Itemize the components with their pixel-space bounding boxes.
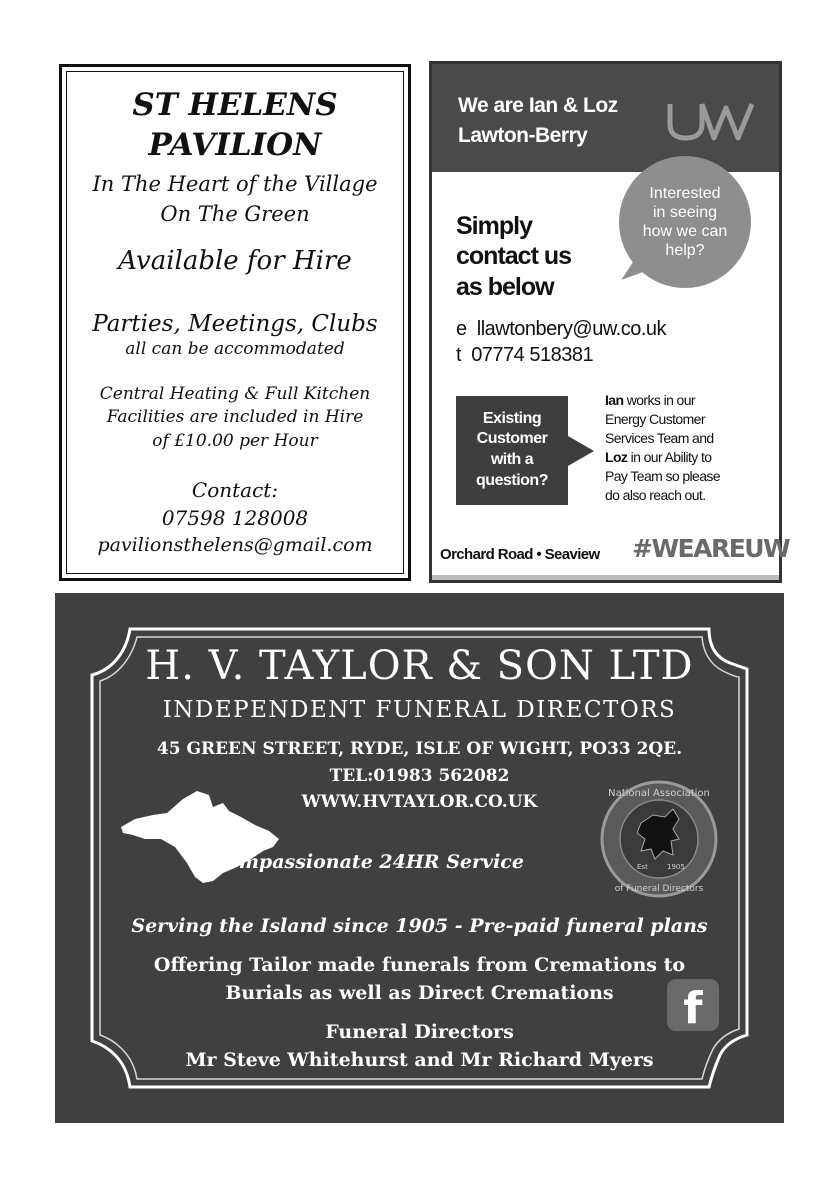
uw-desc-line2: Energy Customer bbox=[605, 411, 705, 427]
taylor-service: Compassionate 24HR Service bbox=[211, 851, 524, 873]
uw-advert bbox=[429, 61, 790, 583]
facebook-icon[interactable]: f bbox=[667, 979, 719, 1031]
uw-bubble-line: how we can bbox=[642, 223, 728, 240]
seal-est-text: Est bbox=[637, 863, 648, 871]
uw-desc-line3: Services Team and bbox=[605, 430, 714, 446]
naf-seal-icon bbox=[599, 779, 719, 899]
pavilion-subtitle-line2: On The Green bbox=[160, 202, 310, 226]
uw-customer-box-arrow bbox=[568, 436, 594, 466]
pavilion-email[interactable]: pavilionsthelens@gmail.com bbox=[97, 534, 373, 556]
uw-customer-line: with a bbox=[490, 451, 534, 468]
pavilion-availability: Available for Hire bbox=[118, 246, 352, 276]
taylor-serving: Serving the Island since 1905 - Pre-paid funeral plans bbox=[131, 915, 708, 937]
uw-customer-box bbox=[456, 396, 568, 505]
uw-email[interactable]: llawtonbery@uw.co.uk bbox=[476, 318, 667, 340]
uw-desc-line1-text: works in our bbox=[623, 392, 695, 408]
uw-cta-line1: Simply bbox=[456, 212, 532, 240]
taylor-address: 45 GREEN STREET, RYDE, ISLE OF WIGHT, PO33 2QE. bbox=[156, 739, 683, 759]
uw-email-prefix: e bbox=[456, 318, 467, 340]
taylor-offering-line2: Burials as well as Direct Cremations bbox=[225, 982, 614, 1004]
taylor-directors-names: Mr Steve Whitehurst and Mr Richard Myers bbox=[185, 1049, 654, 1071]
pavilion-facilities-line3: of £10.00 per Hour bbox=[152, 431, 318, 451]
uw-bottom-bar bbox=[432, 575, 779, 580]
pavilion-facilities-line1: Central Heating & Full Kitchen bbox=[99, 384, 371, 404]
uw-location: Orchard Road • Seaview bbox=[440, 546, 600, 563]
uw-desc-line4-text: in our Ability to bbox=[627, 449, 712, 465]
taylor-name: H. V. TAYLOR & SON LTD bbox=[145, 643, 694, 689]
uw-header-line2: Lawton-Berry bbox=[458, 124, 588, 147]
pavilion-title-line2: PAVILION bbox=[148, 127, 322, 163]
pavilion-events: Parties, Meetings, Clubs bbox=[92, 311, 378, 337]
uw-desc-name2: Loz bbox=[605, 449, 628, 465]
pavilion-subtitle-line1: In The Heart of the Village bbox=[92, 172, 378, 196]
pavilion-contact-label: Contact: bbox=[191, 478, 279, 502]
uw-phone-row bbox=[456, 344, 593, 367]
uw-header-bar bbox=[432, 64, 779, 172]
seal-top-text: National Association bbox=[608, 788, 710, 799]
uw-desc-name1: Ian bbox=[605, 392, 624, 408]
uw-bubble-line: help? bbox=[665, 242, 705, 259]
taylor-offering-line1: Offering Tailor made funerals from Cremations to bbox=[153, 954, 686, 976]
uw-bubble-line: in seeing bbox=[652, 204, 718, 221]
uw-customer-line: Customer bbox=[476, 430, 548, 447]
pavilion-facilities-line2: Facilities are included in Hire bbox=[106, 407, 364, 427]
taylor-tel[interactable]: TEL:01983 562082 bbox=[329, 766, 510, 786]
uw-bubble-line: Interested bbox=[649, 185, 721, 202]
uw-desc-line5: Pay Team so please bbox=[605, 468, 721, 484]
uw-phone[interactable]: 07774 518381 bbox=[471, 344, 594, 366]
uw-hashtag: #WEAREUW bbox=[632, 534, 790, 563]
taylor-website[interactable]: WWW.HVTAYLOR.CO.UK bbox=[301, 792, 538, 812]
uw-phone-prefix: t bbox=[456, 344, 462, 366]
uw-desc-line1 bbox=[605, 391, 695, 410]
uw-cta-line2: contact us bbox=[456, 242, 572, 270]
seal-bottom-text: of Funeral Directors bbox=[614, 884, 704, 894]
seal-year-text: 1905 bbox=[667, 863, 685, 871]
uw-header-line1: We are Ian & Loz bbox=[458, 94, 618, 117]
taylor-advert bbox=[55, 593, 784, 1123]
uw-email-row bbox=[456, 318, 666, 341]
uw-speech-bubble bbox=[619, 156, 751, 288]
uw-customer-line: question? bbox=[476, 472, 548, 489]
taylor-tagline: INDEPENDENT FUNERAL DIRECTORS bbox=[162, 697, 677, 723]
pavilion-events-note: all can be accommodated bbox=[125, 339, 345, 359]
uw-desc-line6: do also reach out. bbox=[605, 487, 706, 503]
uw-logo-icon bbox=[664, 94, 759, 146]
pavilion-phone[interactable]: 07598 128008 bbox=[161, 506, 309, 530]
uw-customer-line: Existing bbox=[482, 410, 542, 427]
pavilion-advert bbox=[59, 64, 411, 581]
pavilion-title-line1: ST HELENS bbox=[132, 87, 338, 123]
taylor-directors-label: Funeral Directors bbox=[325, 1021, 514, 1043]
uw-cta-line3: as below bbox=[456, 273, 554, 301]
uw-desc-line4 bbox=[605, 448, 711, 467]
